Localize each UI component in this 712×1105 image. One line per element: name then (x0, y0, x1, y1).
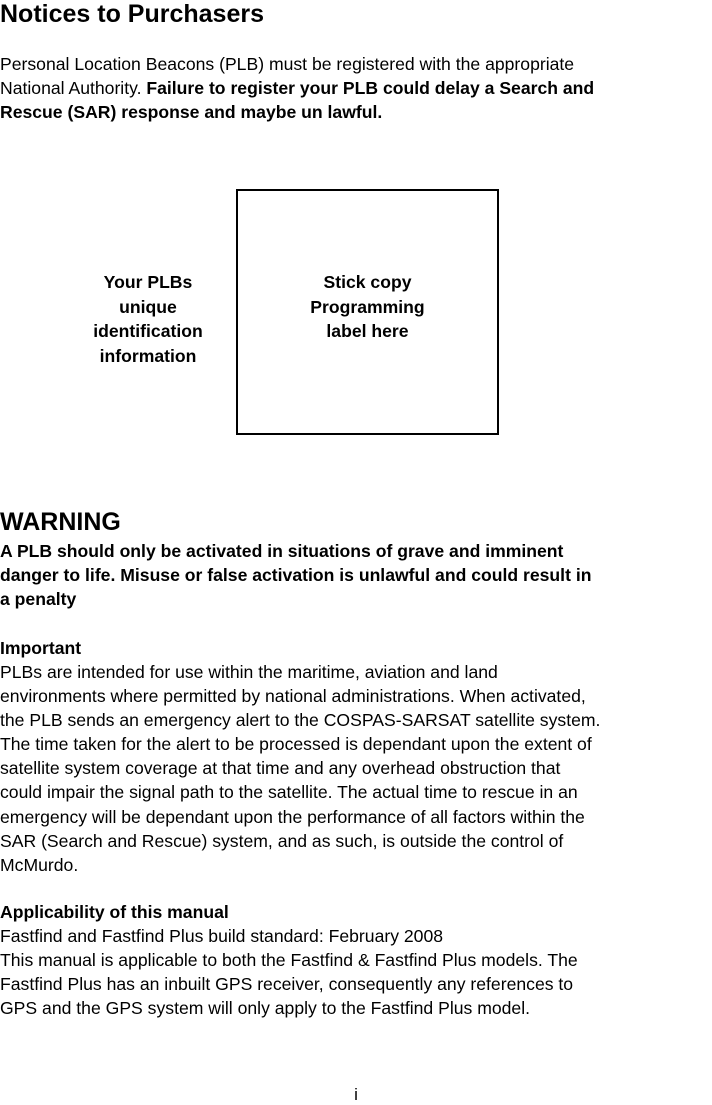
intro-line-3: Rescue (SAR) response and maybe un lawful. (0, 102, 383, 123)
important-line: The time taken for the alert to be processed is dependant upon the extent of (0, 734, 592, 755)
applicability-line: GPS and the GPS system will only apply to the Fastfind Plus model. (0, 998, 531, 1019)
intro-line-2 (0, 76, 712, 100)
intro-line-1: Personal Location Beacons (PLB) must be registered with the appropriate (0, 54, 575, 74)
important-line: environments where permitted by national administrations. When activated, (0, 686, 586, 707)
applicability-line: This manual is applicable to both the Fastfind & Fastfind Plus models. The (0, 950, 578, 971)
intro-paragraph (0, 52, 712, 124)
programming-label-instructions (238, 270, 497, 344)
side-label-line: identification (93, 321, 203, 341)
applicability-paragraph (0, 924, 712, 1020)
warning-line: A PLB should only be activated in situations of grave and imminent (0, 541, 564, 561)
important-line: McMurdo. (0, 854, 79, 875)
box-label-line: Stick copy (323, 272, 412, 292)
applicability-line: Fastfind and Fastfind Plus build standard: February 2008 (0, 926, 444, 946)
important-heading: Important (0, 638, 82, 658)
page-title: Notices to Purchasers (0, 0, 264, 28)
side-label-line: Your PLBs (103, 272, 193, 292)
important-paragraph (0, 660, 712, 877)
warning-line: danger to life. Misuse or false activation is unlawful and could result in (0, 565, 592, 586)
warning-line: a penalty (0, 589, 77, 610)
important-line: satellite system coverage at that time and any overhead obstruction that (0, 758, 561, 779)
intro-line-2-normal: National Authority. (0, 78, 147, 99)
side-label-line: unique (119, 296, 177, 317)
important-line: emergency will be dependant upon the performance of all factors within the (0, 806, 585, 827)
important-line: could impair the signal path to the satellite. The actual time to rescue in an (0, 782, 578, 803)
page-number: i (354, 1085, 358, 1104)
important-line: the PLB sends an emergency alert to the COSPAS-SARSAT satellite system. (0, 710, 601, 731)
applicability-heading: Applicability of this manual (0, 902, 229, 922)
intro-line-2-bold: Failure to register your PLB could delay a Search and (146, 78, 595, 99)
programming-label-box (236, 189, 499, 435)
warning-paragraph (0, 539, 712, 611)
warning-heading: WARNING (0, 508, 121, 536)
side-label-line: information (99, 345, 197, 366)
box-label-line: Programming (310, 296, 425, 317)
plb-identification-label (72, 270, 224, 368)
applicability-line: Fastfind Plus has an inbuilt GPS receiver, consequently any references to (0, 974, 574, 995)
important-line: PLBs are intended for use within the maritime, aviation and land (0, 662, 498, 682)
box-label-line: label here (326, 321, 409, 341)
important-line: SAR (Search and Rescue) system, and as such, is outside the control of (0, 830, 564, 851)
